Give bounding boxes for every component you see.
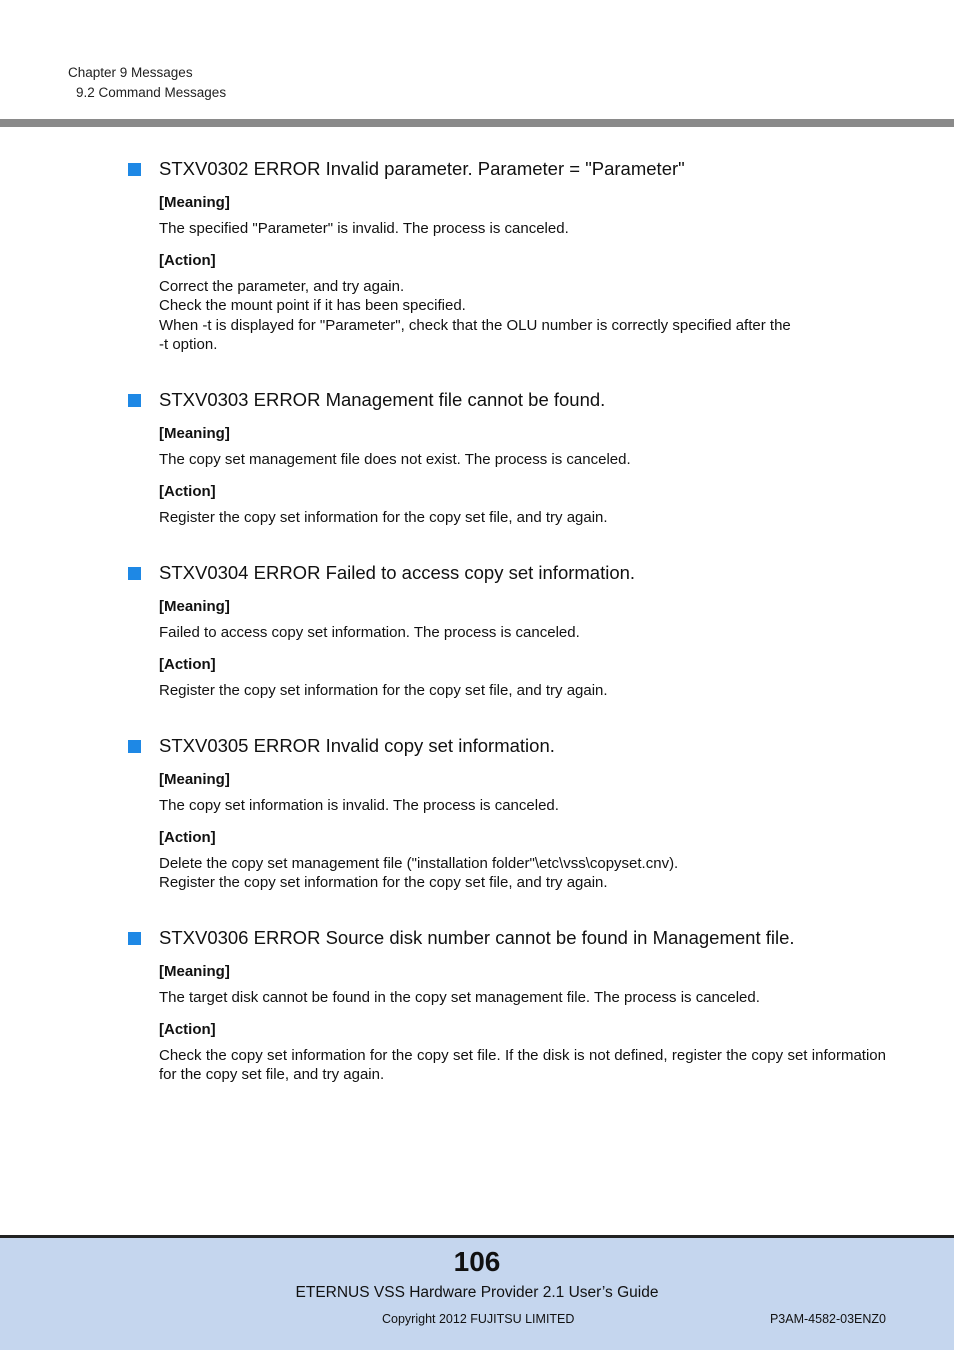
meaning-line: Failed to access copy set information. The process is canceled.	[159, 624, 580, 641]
message-title	[128, 734, 888, 758]
action-label: [Action]	[159, 1020, 216, 1038]
meaning-text	[159, 796, 886, 816]
meaning-line: The specified "Parameter" is invalid. The process is canceled.	[159, 220, 569, 237]
message-entry-stxv0304	[128, 561, 888, 700]
meaning-text	[159, 450, 886, 470]
meaning-label: [Meaning]	[159, 963, 230, 980]
message-title-text: STXV0305 ERROR Invalid copy set information.	[159, 735, 555, 756]
message-title-text: STXV0302 ERROR Invalid parameter. Parameter = "Parameter"	[159, 158, 685, 179]
meaning-label: [Meaning]	[159, 771, 230, 788]
meaning-line: The target disk cannot be found in the copy set management file. The process is canceled.	[159, 989, 760, 1006]
header-rule	[0, 119, 954, 127]
action-line: Check the copy set information for the copy set file. If the disk is not defined, register the copy set information for the copy set file, and try again.	[159, 1046, 886, 1083]
action-text	[159, 508, 886, 528]
square-bullet-icon	[128, 932, 141, 945]
message-title-text: STXV0304 ERROR Failed to access copy set information.	[159, 562, 636, 583]
meaning-text	[159, 219, 886, 239]
meaning-line: The copy set management file does not exist. The process is canceled.	[159, 451, 631, 468]
message-entry-stxv0302	[128, 157, 888, 355]
message-title-text: STXV0303 ERROR Management file cannot be found.	[159, 389, 606, 410]
meaning-line: The copy set information is invalid. The process is canceled.	[159, 797, 559, 814]
action-label: [Action]	[159, 251, 216, 269]
running-header	[68, 63, 226, 103]
action-label: [Action]	[159, 482, 216, 500]
message-title	[128, 157, 888, 181]
square-bullet-icon	[128, 740, 141, 753]
message-title	[128, 561, 888, 585]
meaning-label: [Meaning]	[159, 425, 230, 442]
square-bullet-icon	[128, 163, 141, 176]
action-label: [Action]	[159, 655, 216, 673]
message-entry-stxv0305	[128, 734, 888, 893]
action-line: When -t is displayed for "Parameter", check that the OLU number is correctly specified after the	[159, 316, 791, 334]
message-title	[128, 926, 888, 950]
action-line: Register the copy set information for the copy set file, and try again.	[159, 874, 608, 891]
message-entry-stxv0306	[128, 926, 888, 1085]
square-bullet-icon	[128, 567, 141, 580]
action-line: -t option.	[159, 336, 218, 353]
action-line: Register the copy set information for the copy set file, and try again.	[159, 681, 608, 699]
document-id: P3AM-4582-03ENZ0	[769, 1312, 886, 1326]
action-text	[159, 681, 886, 701]
message-title	[128, 388, 888, 412]
action-line: Correct the parameter, and try again.	[159, 277, 405, 295]
action-line: Register the copy set information for the copy set file, and try again.	[159, 508, 608, 526]
meaning-label: [Meaning]	[159, 194, 230, 211]
action-text	[159, 854, 886, 893]
meaning-text	[159, 623, 886, 643]
page-footer	[0, 1235, 954, 1350]
message-entry-stxv0303	[128, 388, 888, 527]
action-text	[159, 1046, 886, 1085]
copyright-text: Copyright 2012 FUJITSU LIMITED	[382, 1312, 575, 1326]
meaning-text	[159, 988, 886, 1008]
meaning-label: [Meaning]	[159, 598, 230, 615]
action-label: [Action]	[159, 828, 216, 846]
square-bullet-icon	[128, 394, 141, 407]
guide-title: ETERNUS VSS Hardware Provider 2.1 User’s Guide	[295, 1284, 659, 1301]
action-line: Check the mount point if it has been specified.	[159, 297, 466, 314]
section-title: 9.2 Command Messages	[76, 85, 227, 100]
action-text	[159, 277, 886, 355]
action-line: Delete the copy set management file ("installation folder"\etc\vss\copyset.cnv).	[159, 854, 679, 872]
page-number: 106	[453, 1246, 501, 1277]
chapter-title: Chapter 9 Messages	[68, 65, 193, 80]
message-title-text: STXV0306 ERROR Source disk number cannot be found in Management file.	[159, 927, 795, 948]
